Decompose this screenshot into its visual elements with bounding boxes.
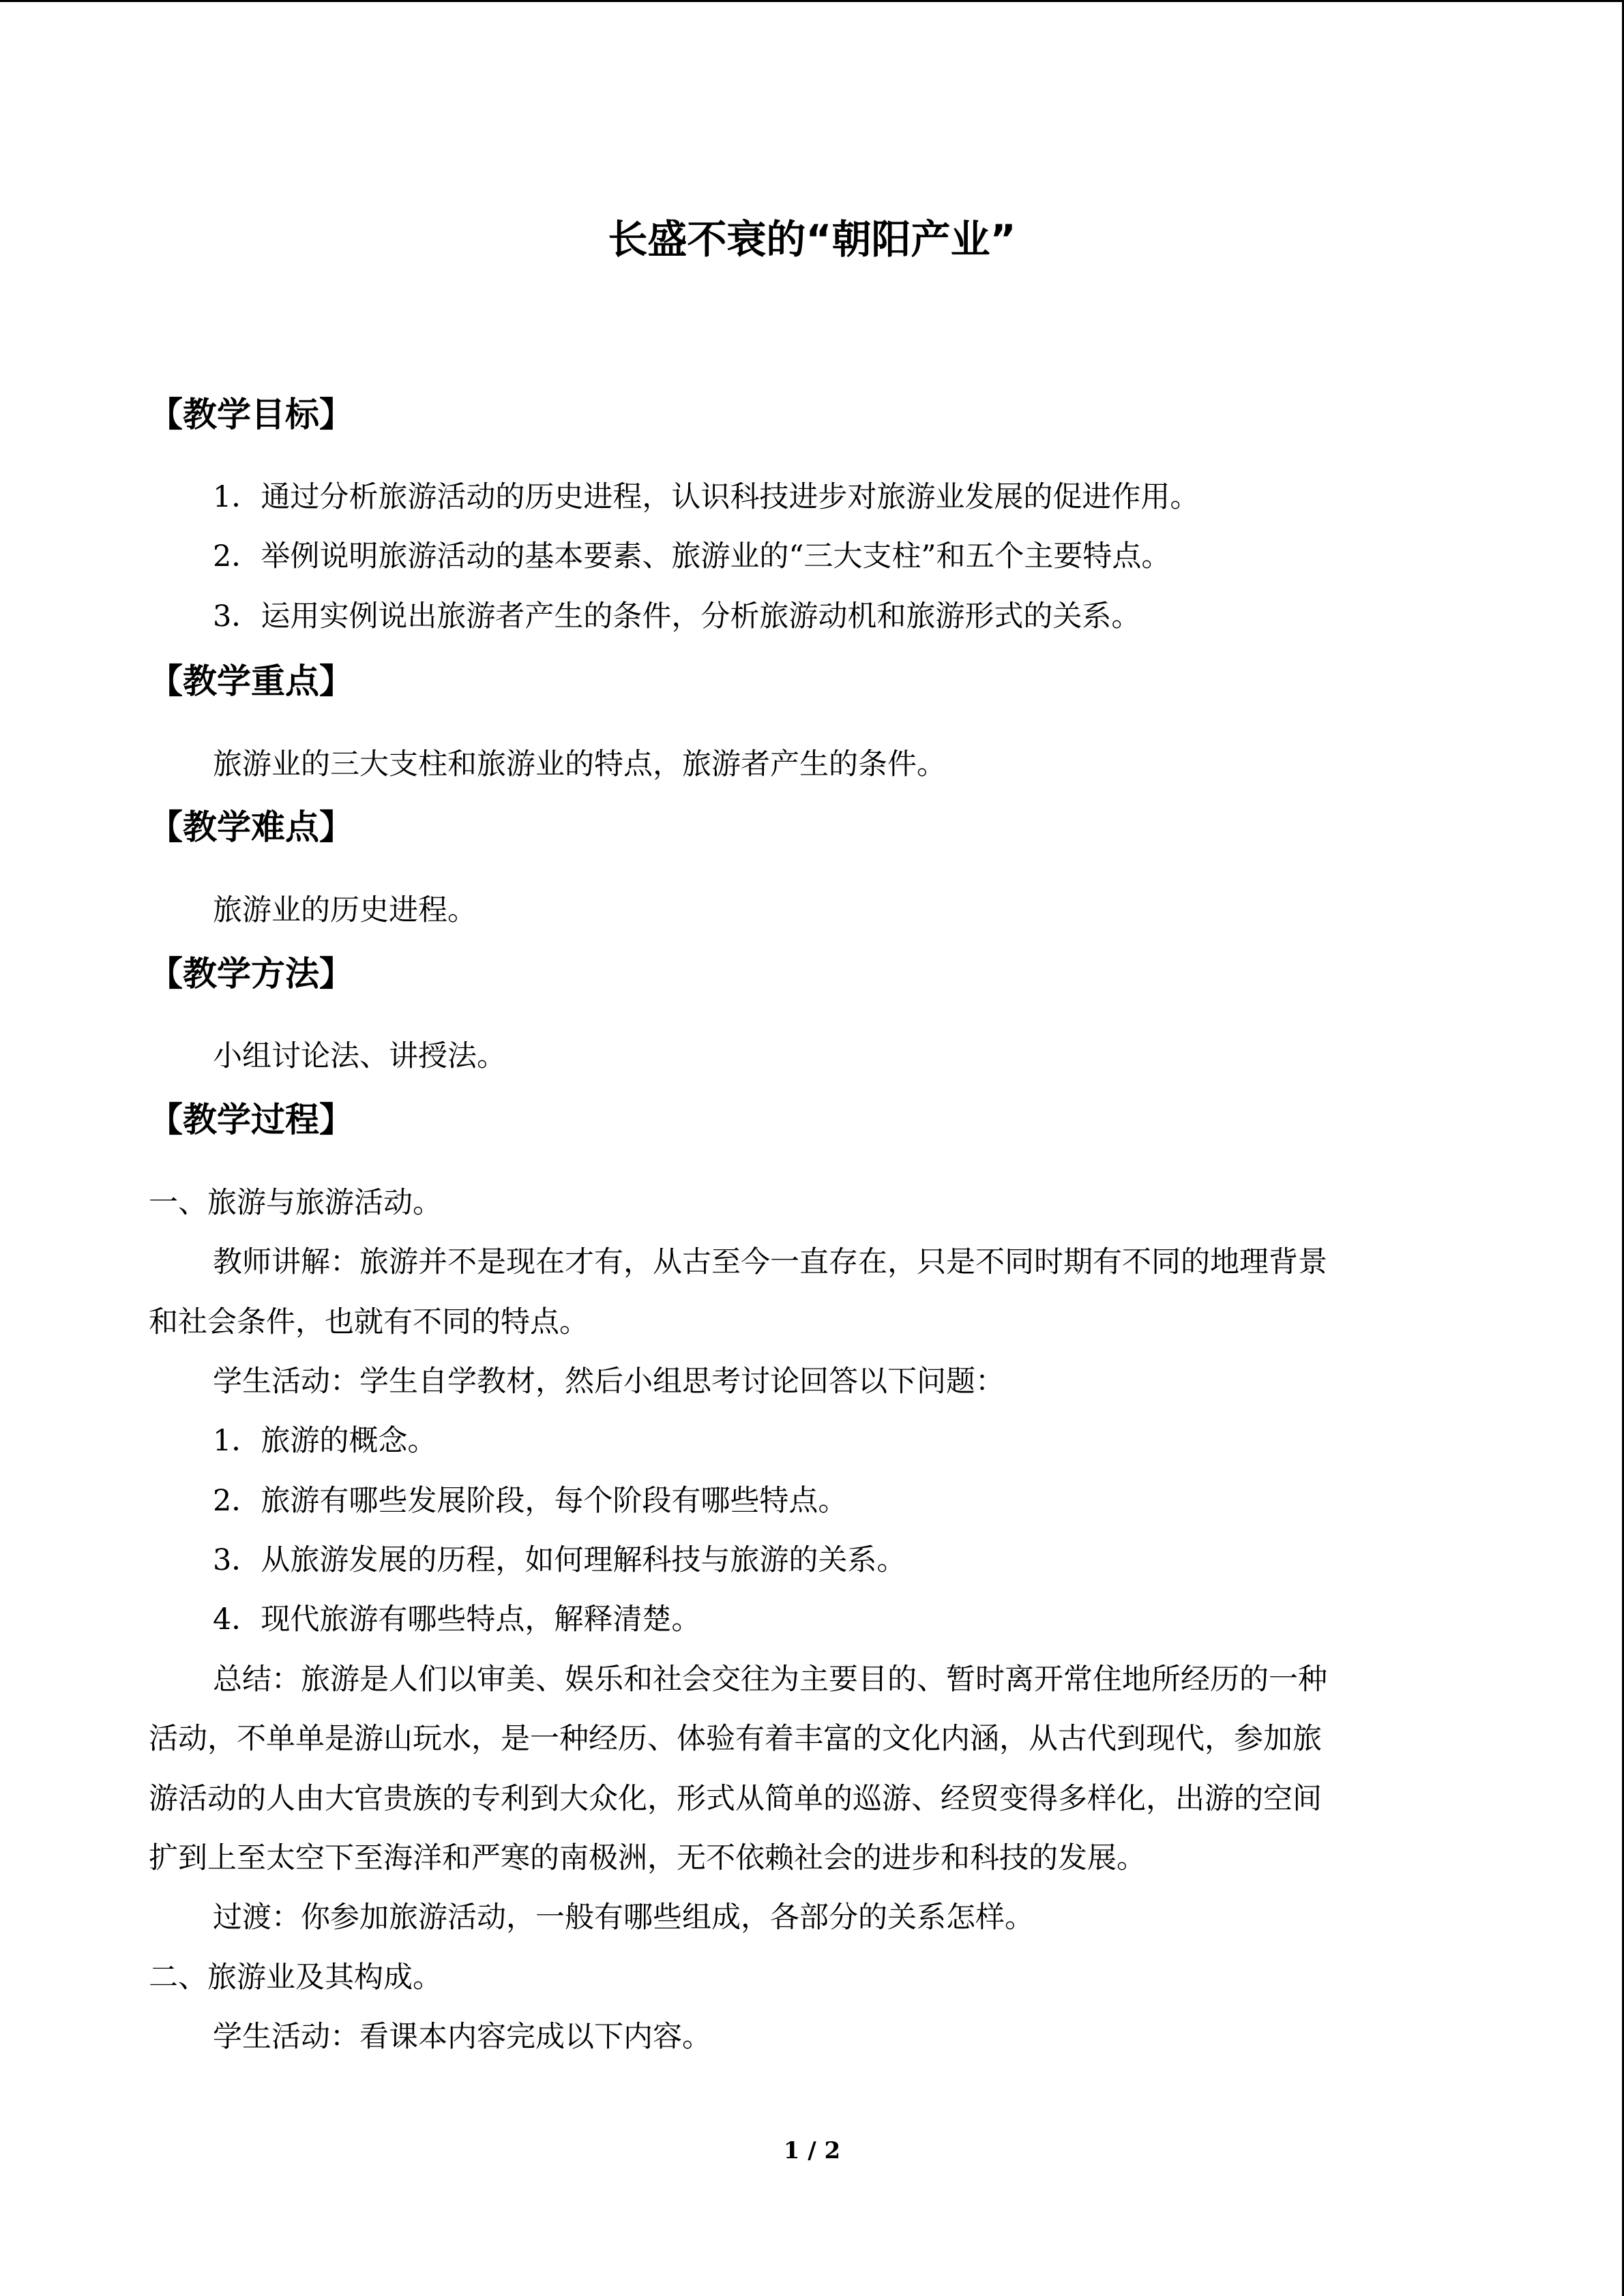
question-item-1: 1．旅游的概念。 <box>213 1424 437 1458</box>
objective-item-2: 2．举例说明旅游活动的基本要素、旅游业的“三大支柱”和五个主要特点。 <box>213 539 1171 573</box>
heading-key-points: 【教学重点】 <box>149 661 353 701</box>
process-part2-title: 二、旅游业及其构成。 <box>149 1960 442 1995</box>
objective-item-1: 1．通过分析旅游活动的历史进程，认识科技进步对旅游业发展的促进作用。 <box>213 480 1200 514</box>
student-activity: 学生活动：学生自学教材，然后小组思考讨论回答以下问题： <box>213 1365 1005 1399</box>
question-item-3: 3．从旅游发展的历程，如何理解科技与旅游的关系。 <box>213 1543 906 1577</box>
heading-process: 【教学过程】 <box>149 1100 353 1139</box>
objective-item-3: 3．运用实例说出旅游者产生的条件，分析旅游动机和旅游形式的关系。 <box>213 599 1141 633</box>
difficulties-text: 旅游业的历史进程。 <box>213 893 477 927</box>
question-item-4: 4．现代旅游有哪些特点，解释清楚。 <box>213 1602 701 1637</box>
student-activity-2: 学生活动：看课本内容完成以下内容。 <box>213 2020 711 2054</box>
heading-difficulties: 【教学难点】 <box>149 807 353 847</box>
summary-line-4: 扩到上至太空下至海洋和严寒的南极洲，无不依赖社会的进步和科技的发展。 <box>149 1841 1146 1875</box>
summary-line-1: 总结：旅游是人们以审美、娱乐和社会交往为主要目的、暂时离开常住地所经历的一种 <box>213 1663 1327 1697</box>
heading-objectives: 【教学目标】 <box>149 395 353 434</box>
question-item-2: 2．旅游有哪些发展阶段，每个阶段有哪些特点。 <box>213 1484 848 1518</box>
key-points-text: 旅游业的三大支柱和旅游业的特点，旅游者产生的条件。 <box>213 747 946 781</box>
summary-line-3: 游活动的人由大官贵族的专利到大众化，形式从简单的巡游、经贸变得多样化，出游的空间 <box>149 1782 1322 1816</box>
summary-line-2: 活动，不单单是游山玩水，是一种经历、体验有着丰富的文化内涵，从古代到现代，参加旅 <box>149 1722 1322 1756</box>
document-title: 长盛不衰的“朝阳产业” <box>608 216 1016 263</box>
process-part1-title: 一、旅游与旅游活动。 <box>149 1186 442 1220</box>
transition-text: 过渡：你参加旅游活动，一般有哪些组成，各部分的关系怎样。 <box>213 1900 1034 1935</box>
heading-methods: 【教学方法】 <box>149 954 353 994</box>
page-number: 1 / 2 <box>783 2137 841 2164</box>
teacher-explanation-line-1: 教师讲解：旅游并不是现在才有，从古至今一直存在，只是不同时期有不同的地理背景 <box>213 1245 1327 1279</box>
methods-text: 小组讨论法、讲授法。 <box>213 1039 506 1073</box>
teacher-explanation-line-2: 和社会条件，也就有不同的特点。 <box>149 1305 589 1339</box>
